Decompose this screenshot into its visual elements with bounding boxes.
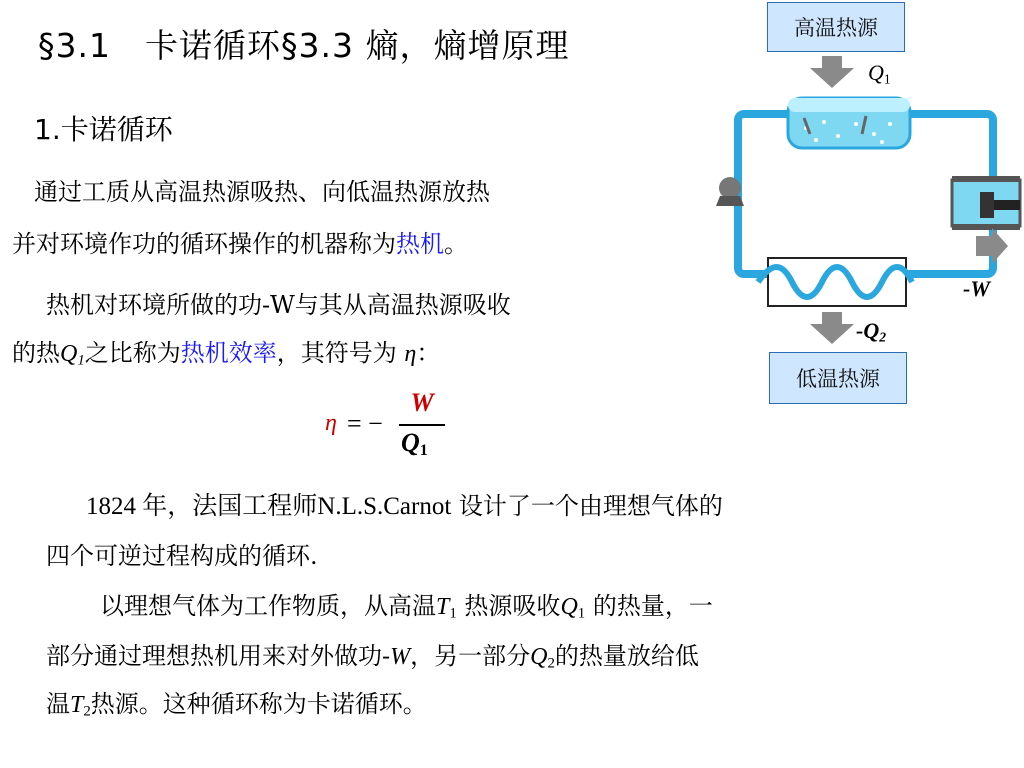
- tank-highlight: [788, 98, 910, 112]
- diagram-graphics: [706, 0, 1024, 410]
- para2-line2: [12, 333, 440, 370]
- heat-engine-diagram: [706, 0, 1024, 410]
- para2-line1: 热机对环境所做的功-W与其从高温热源吸收: [46, 291, 511, 319]
- q1-arrow-icon: [810, 56, 854, 88]
- piston: [980, 192, 994, 218]
- para3-line1: [86, 486, 723, 522]
- q1-label: $Q_1$: [868, 60, 891, 87]
- term-heat-engine: 热机: [396, 230, 444, 258]
- valve-icon: [719, 177, 741, 199]
- work-arrow-icon: [976, 228, 1008, 264]
- formula-numerator: W: [410, 388, 434, 417]
- cold-source-label: 低温热源: [796, 367, 880, 391]
- symbol-w: W: [390, 644, 411, 670]
- para1-line1: 通过工质从高温热源吸热、向低温热源放热: [34, 178, 490, 206]
- symbol-q1: $Q_1$: [60, 341, 85, 369]
- slide-title: §3.1 卡诺循环§3.3 熵，熵增原理: [38, 26, 570, 65]
- para2-text-b: 之比称为: [84, 339, 181, 367]
- para4-line3: 温$T_2$热源。这种循环称为卡诺循环。: [46, 690, 427, 720]
- q2-label: $-Q_2$: [856, 318, 887, 345]
- formula-equals-minus: = −: [347, 409, 383, 438]
- section-heading: 1.卡诺循环: [34, 113, 173, 146]
- symbol-t2: $T_2$: [70, 692, 91, 720]
- para4-line2: 部分通过理想热机用来对外做功-W，另一部分$Q_2$的热量放给低: [46, 642, 699, 672]
- hot-source-label: 高温热源: [794, 16, 878, 40]
- formula-denominator: $Q_1$: [401, 428, 428, 460]
- symbol-q1-b: $Q_1$: [560, 594, 586, 622]
- fraction-bar: [399, 424, 445, 426]
- para3-line2: 四个可逆过程构成的循环.: [46, 542, 318, 570]
- hot-source-box: [767, 2, 905, 52]
- para4-line1: 以理想气体为工作物质，从高温$T_1$ 热源吸收$Q_1$ 的热量，一: [100, 592, 713, 622]
- symbol-eta: η: [404, 341, 417, 367]
- work-label: -W: [963, 276, 990, 301]
- para2-text-c: ，其符号为: [276, 339, 397, 367]
- q2-arrow-icon: [810, 312, 854, 344]
- para1-line2: [12, 224, 468, 259]
- para2-end: ：: [416, 339, 441, 367]
- formula-eta: η: [325, 410, 337, 436]
- symbol-t1: $T_1$: [436, 594, 457, 622]
- para3-year: 1824 年，法国工程师: [86, 493, 318, 520]
- symbol-q2: $Q_2$: [530, 644, 555, 672]
- para1-line2-text: 并对环境作功的循环操作的机器称为: [12, 230, 396, 258]
- para3-text-b: 设计了一个由理想气体的: [451, 492, 723, 520]
- para2-text-a: 的热: [12, 339, 60, 367]
- cold-source-box: [769, 352, 907, 404]
- para3-carnot: N.L.S.Carnot: [317, 493, 452, 520]
- para1-line2-end: 。: [444, 230, 468, 258]
- efficiency-formula: [325, 380, 455, 470]
- term-efficiency: 热机效率: [180, 339, 277, 367]
